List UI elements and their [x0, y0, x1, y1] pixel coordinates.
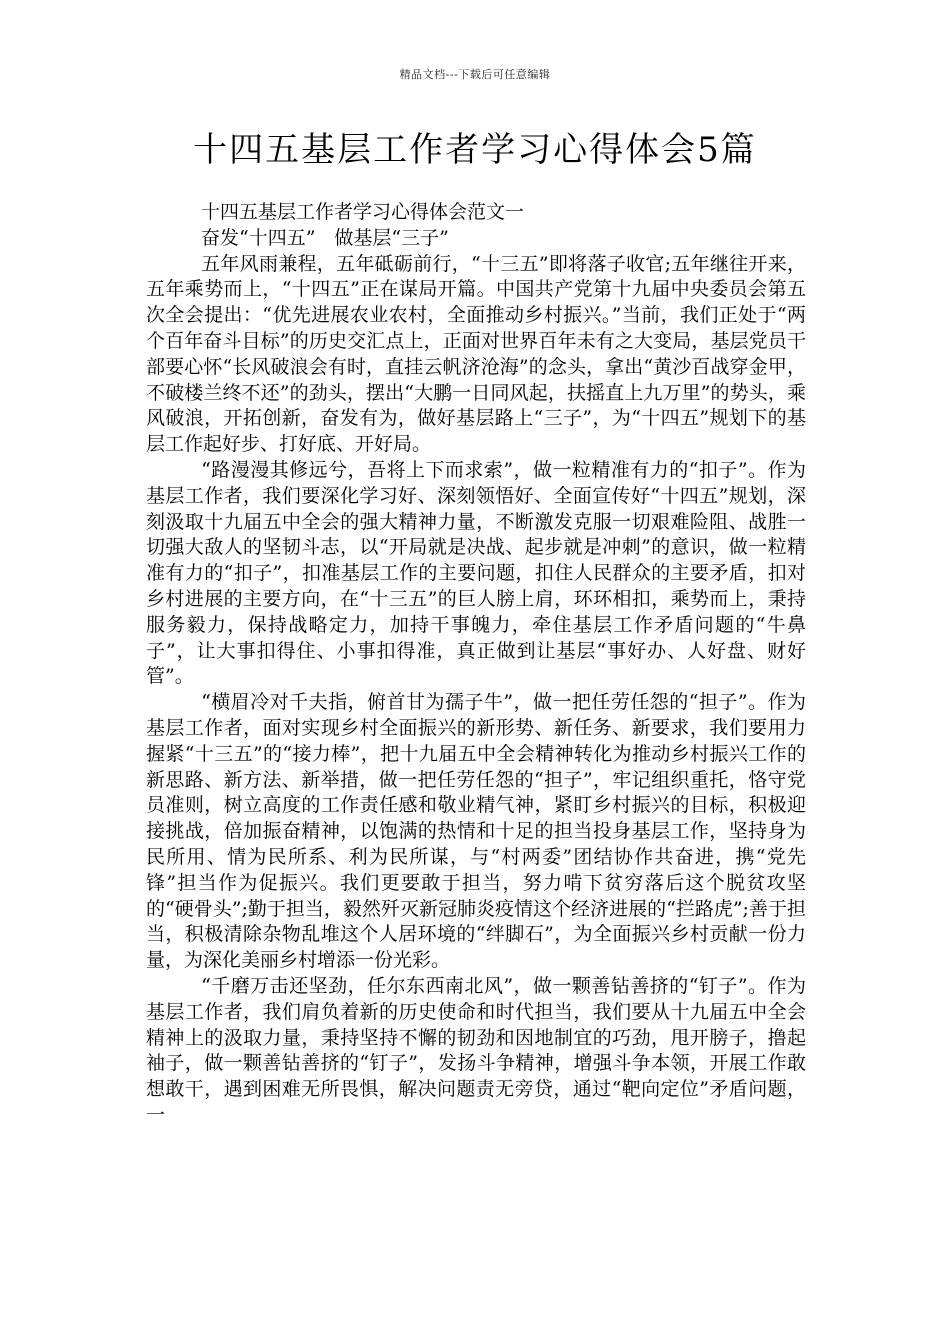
- document-body: [146, 200, 806, 1129]
- paragraph: 五年风雨兼程，五年砥砺前行，“十三五”即将落子收官;五年继往开来，五年乘势而上，“十四五”正在谋局开篇。中国共产党第十九届中央委员会第五次全会提出：“优先进展农业农村，全面推动乡村振兴。”当前，我们正处于“两个百年奋斗目标”的历史交汇点上，正面对世界百年未有之大变局，基层党员干部要心怀“长风破浪会有时，直挂云帆济沧海”的念头，拿出“黄沙百战穿金甲，不破楼兰终不还”的劲头，摆出“大鹏一日同风起，扶摇直上九万里”的势头，乘风破浪，开拓创新，奋发有为，做好基层路上“三子”，为“十四五”规划下的基层工作起好步、打好底、开好局。: [146, 252, 806, 456]
- document-subtitle: 十四五基层工作者学习心得体会范文一: [201, 201, 525, 223]
- paragraph: “横眉冷对千夫指，俯首甘为孺子牛”，做一把任劳任怨的“担子”。作为基层工作者，面对实现乡村全面振兴的新形势、新任务、新要求，我们要用力握紧“十三五”的“接力棒”，把十九届五中全会精神转化为推动乡村振兴工作的新思路、新方法、新举措，做一把任劳任怨的“担子”，牢记组织重托，恪守党员准则，树立高度的工作责任感和敬业精气神，紧盯乡村振兴的目标，积极迎接挑战，倍加振奋精神，以饱满的热情和十足的担当投身基层工作，坚持身为民所用、情为民所系、利为民所谋，与“村两委”团结协作共奋进，携“党先锋”担当作为促振兴。我们更要敢于担当，努力啃下贫穷落后这个脱贫攻坚的“硬骨头”;勤于担当，毅然歼灭新冠肺炎疫情这个经济进展的“拦路虎”;善于担当，积极清除杂物乱堆这个人居环境的“绊脚石”，为全面振兴乡村贡献一份力量，为深化美丽乡村增添一份光彩。: [146, 691, 806, 972]
- page-header: 精品文档---下载后可任意编辑: [399, 68, 551, 81]
- paragraph: “千磨万击还坚劲，任尔东西南北风”，做一颗善钻善挤的“钉子”。作为基层工作者，我们肩负着新的历史使命和时代担当，我们要从十九届五中全会精神上的汲取力量，秉持坚持不懈的韧劲和因地制宜的巧劲，甩开膀子，撸起袖子，做一颗善钻善挤的“钉子”，发扬斗争精神，增强斗争本领，开展工作敢想敢干，遇到困难无所畏惧，解决问题责无旁贷，通过“靶向定位”矛盾问题，一: [146, 974, 806, 1126]
- document-title: 十四五基层工作者学习心得体会5篇: [193, 130, 757, 170]
- section-heading: 奋发“十四五” 做基层“三子”: [201, 226, 449, 249]
- paragraph: “路漫漫其修远兮，吾将上下而求索”，做一粒精准有力的“扣子”。作为基层工作者，我们要深化学习好、深刻领悟好、全面宣传好“十四五”规划，深刻汲取十九届五中全会的强大精神力量，不断激发克服一切艰难险阻、战胜一切强大敌人的坚韧斗志，以“开局就是决战、起步就是冲刺”的意识，做一粒精准有力的“扣子”，扣准基层工作的主要问题，扣住人民群众的主要矛盾，扣对乡村进展的主要方向，在“十三五”的巨人膀上肩，环环相扣，乘势而上，秉持服务毅力，保持战略定力，加持干事魄力，牵住基层工作矛盾问题的“牛鼻子”，让大事扣得住、小事扣得准，真正做到让基层“事好办、人好盘、财好管”。: [146, 458, 806, 688]
